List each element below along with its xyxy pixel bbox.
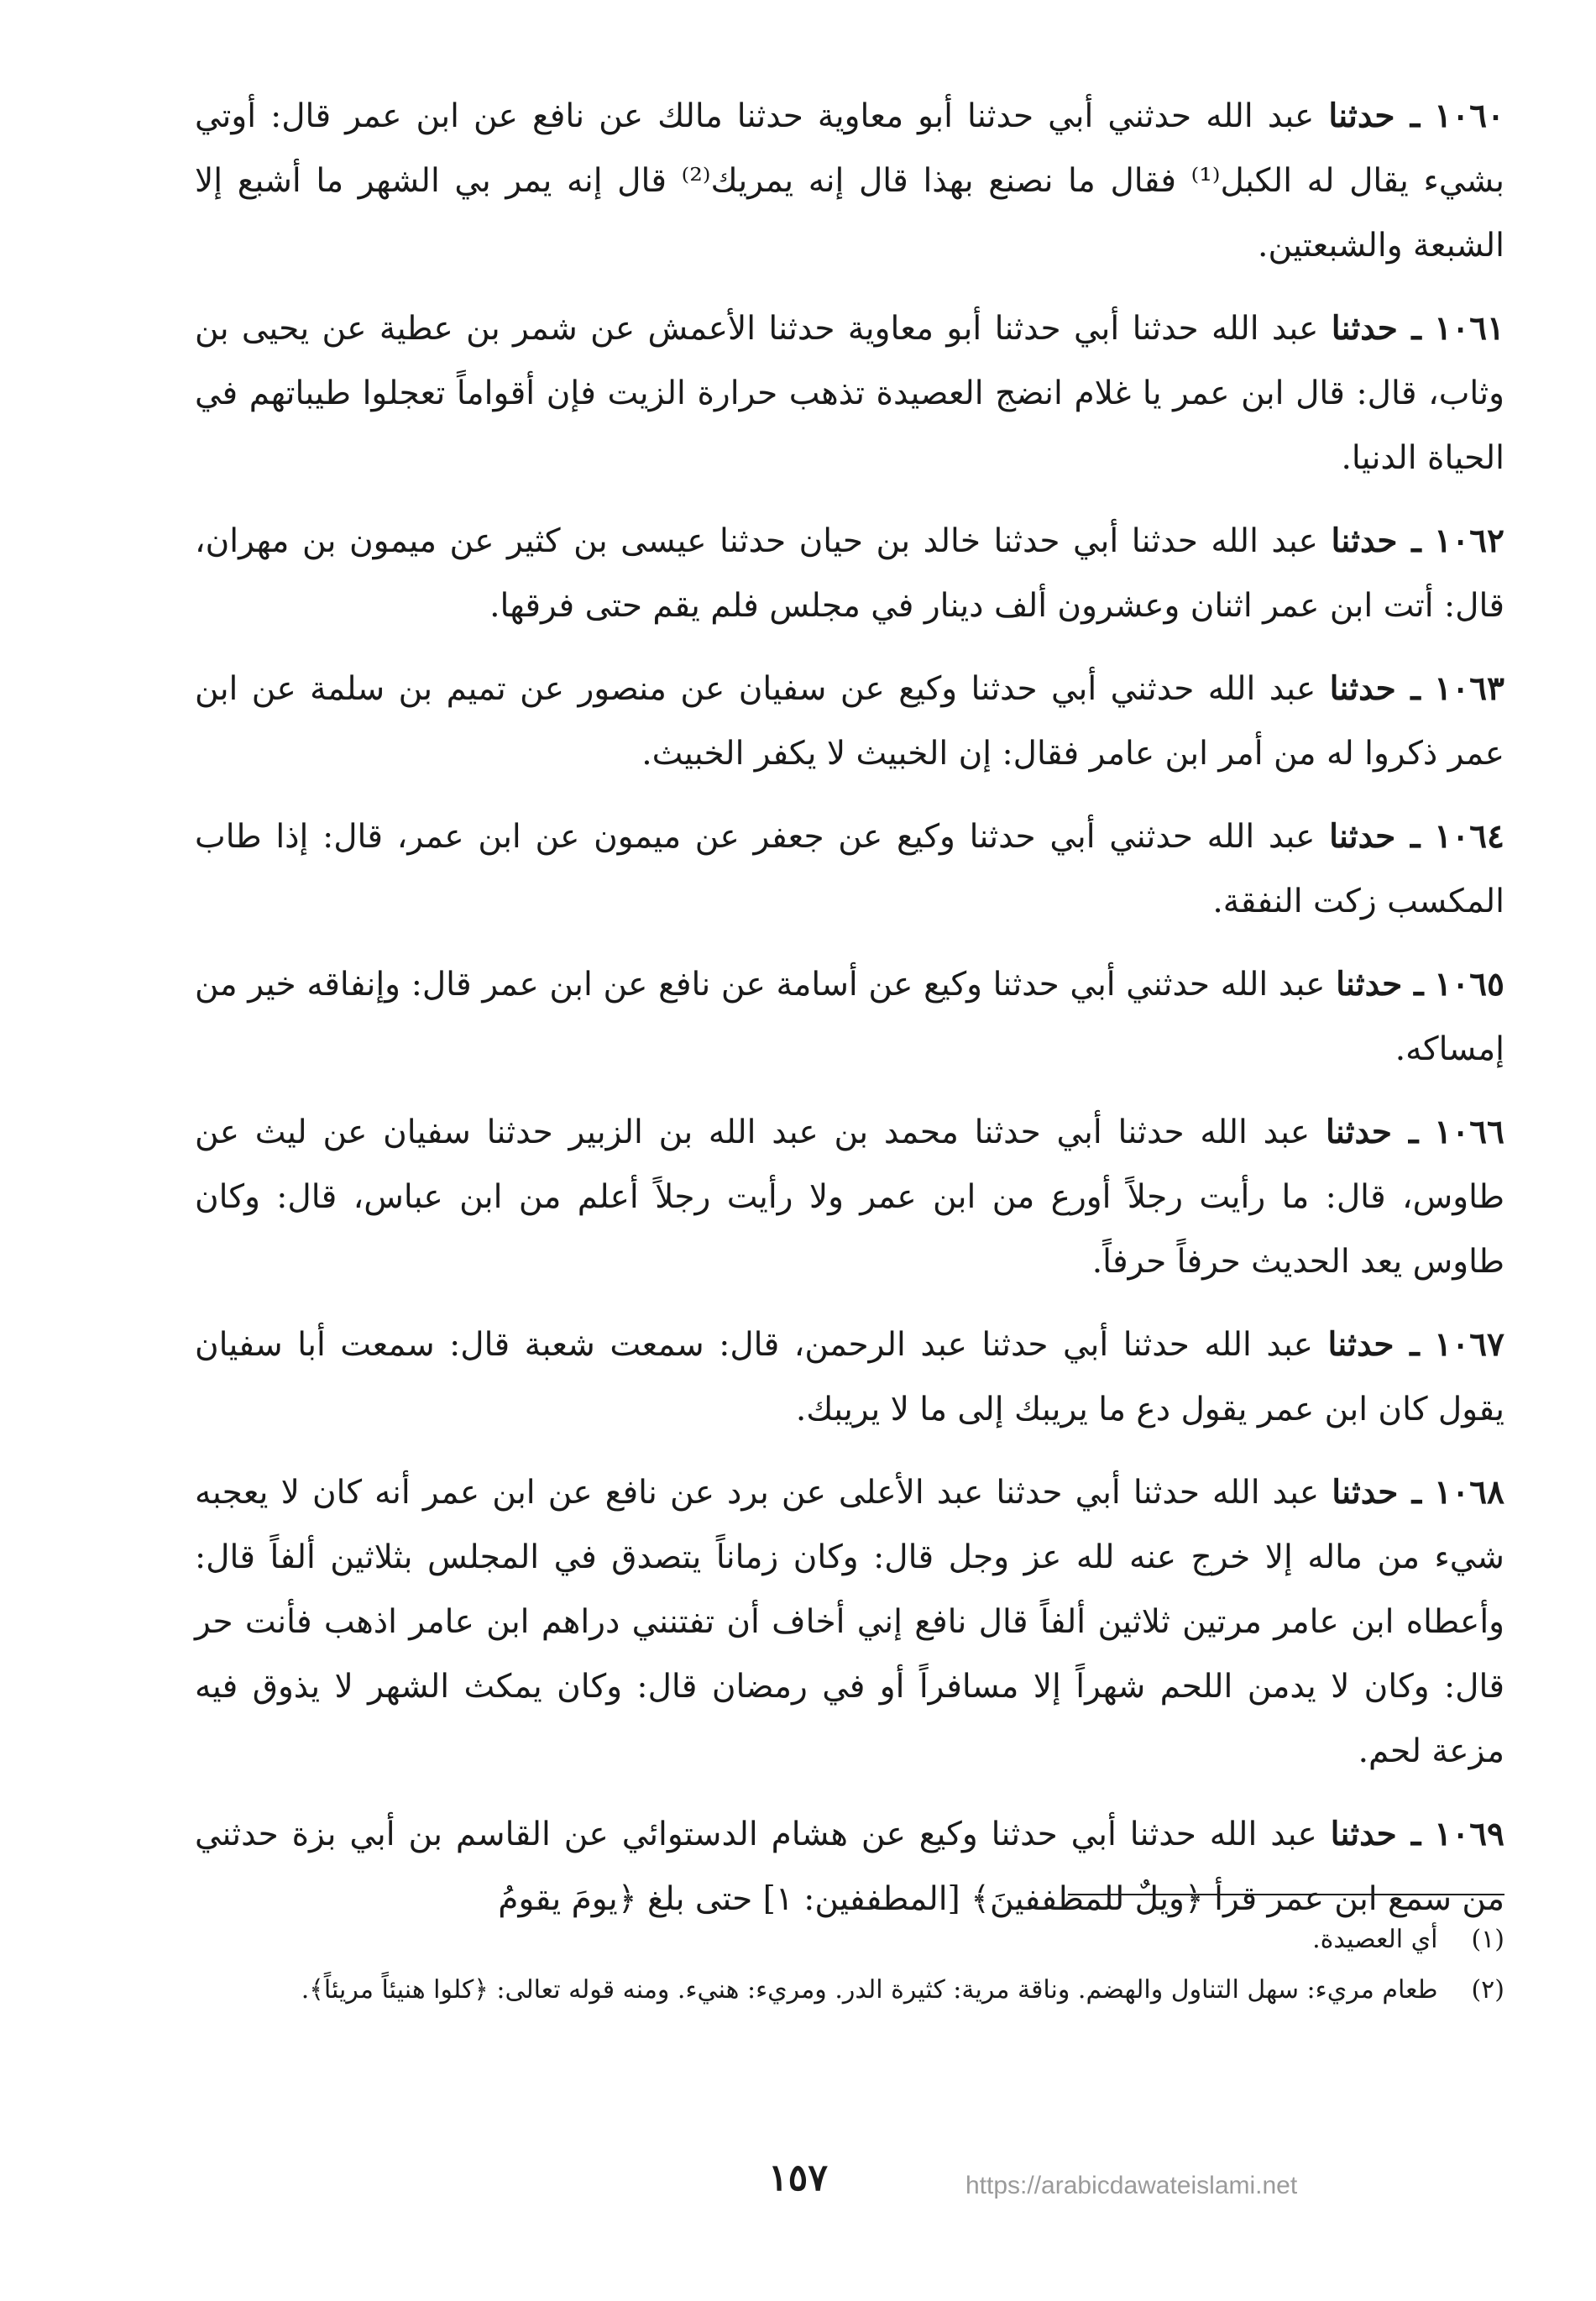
footnote-marker: (١) <box>1471 1925 1504 1954</box>
hadith-number: ١٠٦٩ <box>1434 1815 1504 1853</box>
hadith-number: ١٠٦٢ <box>1434 522 1504 560</box>
hadith-text: عبد الله حدثنا أبي حدثنا عبد الرحمن، قال: سمعت شعبة قال: سمعت أبا سفيان يقول كان ابن عمر يقول دع ما يريبك إلى ما لا يريبك. <box>195 1326 1504 1428</box>
hadith-keyword: حدثنا <box>1330 1815 1397 1853</box>
hadith-keyword: حدثنا <box>1328 97 1395 135</box>
hadith-number: ١٠٦٣ <box>1434 669 1504 708</box>
hadith-number: ١٠٦٤ <box>1434 817 1504 856</box>
footnote <box>195 1968 1504 2013</box>
hadith-paragraph: ١٠٦٨ ـ حدثنا عبد الله حدثنا أبي حدثنا عبد الأعلى عن برد عن نافع عن ابن عمر أنه كان لا يعجبه شيء من ماله إلا خرج عنه لله عز وجل قال: وكان زماناً يتصدق في المجلس بثلاثين ألفاً قال: وأعطاه ابن عامر مرتين ثلاثين ألفاً قال نافع إني أخاف أن تفتنني دراهم ابن عامر اذهب فأنت حر قال: وكان لا يدمن اللحم شهراً إلا مسافراً أو في رمضان قال: وكان يمكث الشهر لا يذوق فيه مزعة لحم. <box>195 1473 1504 1770</box>
hadith-number: ١٠٦٧ <box>1434 1325 1504 1364</box>
hadith-keyword: حدثنا <box>1329 669 1396 708</box>
page-number: ١٥٧ <box>768 2157 828 2199</box>
hadith-paragraph: ١٠٦٩ ـ حدثنا عبد الله حدثنا أبي حدثنا وكيع عن هشام الدستوائي عن القاسم بن أبي بزة حدثني من سمع ابن عمر قرأ ﴿ويلٌ للمطففينَ﴾ [المطففين: ١] حتى بلغ ﴿يومَ يقومُ <box>195 1815 1504 1918</box>
hadith-number: ١٠٦٥ <box>1434 965 1504 1004</box>
hadith-text: عبد الله حدثني أبي حدثنا وكيع عن جعفر عن ميمون عن ابن عمر، قال: إذا طاب المكسب زكت النفقة. <box>195 818 1504 920</box>
footnote <box>195 1917 1504 1963</box>
hadith-number: ١٠٦٨ <box>1434 1473 1504 1512</box>
footnotes <box>195 1894 1504 2018</box>
hadith-keyword: حدثنا <box>1332 1473 1399 1512</box>
watermark-url: https://arabicdawateislami.net <box>965 2172 1298 2199</box>
hadith-text: عبد الله حدثنا أبي حدثنا محمد بن عبد الله بن الزبير حدثنا سفيان عن ليث عن طاوس، قال: ما رأيت رجلاً أورع من ابن عمر ولا رأيت رجلاً أعلم من ابن عباس، قال: وكان طاوس يعد الحديث حرفاً حرفاً. <box>195 1114 1504 1281</box>
hadith-text: عبد الله حدثنا أبي حدثنا أبو معاوية حدثنا الأعمش عن شمر بن عطية عن يحيى بن وثاب، قال: قال ابن عمر يا غلام انضج العصيدة تذهب حرارة الزيت فإن أقواماً تعجلوا طيباتهم في الحياة الدنيا. <box>195 310 1504 477</box>
hadith-keyword: حدثنا <box>1331 522 1398 560</box>
hadith-number: ١٠٦١ <box>1434 309 1504 348</box>
hadith-paragraph: ١٠٦٧ ـ حدثنا عبد الله حدثنا أبي حدثنا عبد الرحمن، قال: سمعت شعبة قال: سمعت أبا سفيان يقول كان ابن عمر يقول دع ما يريبك إلى ما لا يريبك. <box>195 1325 1504 1428</box>
hadith-number: ١٠٦٠ <box>1434 97 1504 135</box>
hadith-keyword: حدثنا <box>1331 309 1398 348</box>
hadith-keyword: حدثنا <box>1325 1113 1393 1151</box>
footnote-marker: (٢) <box>1471 1975 1504 2005</box>
hadith-paragraph: ١٠٦٣ ـ حدثنا عبد الله حدثني أبي حدثنا وكيع عن سفيان عن منصور عن تميم بن سلمة عن ابن عمر ذكروا له من أمر ابن عامر فقال: إن الخبيث لا يكفر الخبيث. <box>195 669 1504 773</box>
hadith-keyword: حدثنا <box>1329 817 1396 856</box>
hadith-paragraph: ١٠٦٤ ـ حدثنا عبد الله حدثني أبي حدثنا وكيع عن جعفر عن ميمون عن ابن عمر، قال: إذا طاب المكسب زكت النفقة. <box>195 817 1504 920</box>
hadith-text: عبد الله حدثنا أبي حدثنا خالد بن حيان حدثنا عيسى بن كثير عن ميمون بن مهران، قال: أتت ابن عمر اثنان وعشرون ألف دينار في مجلس فلم يقم حتى فرقها. <box>195 522 1504 625</box>
hadith-text: عبد الله حدثني أبي حدثنا وكيع عن أسامة عن نافع عن ابن عمر قال: وإنفاقه خير من إمساكه. <box>195 966 1504 1068</box>
footnote-text: أي العصيدة. <box>1312 1925 1438 1954</box>
hadith-paragraph: ١٠٦٥ ـ حدثنا عبد الله حدثني أبي حدثنا وكيع عن أسامة عن نافع عن ابن عمر قال: وإنفاقه خير من إمساكه. <box>195 965 1504 1068</box>
hadith-text: عبد الله حدثنا أبي حدثنا عبد الأعلى عن برد عن نافع عن ابن عمر أنه كان لا يعجبه شيء من ماله إلا خرج عنه لله عز وجل قال: وكان زماناً يتصدق في المجلس بثلاثين ألفاً قال: وأعطاه ابن عامر مرتين ثلاثين ألفاً قال نافع إني أخاف أن تفتنني دراهم ابن عامر اذهب فأنت حر قال: وكان لا يدمن اللحم شهراً إلا مسافراً أو في رمضان قال: وكان يمكث الشهر لا يذوق فيه مزعة لحم. <box>195 1474 1504 1770</box>
footnote-text: طعام مريء: سهل التناول والهضم. وناقة مرية: كثيرة الدر. ومريء: هنيء. ومنه قوله تعالى: ﴿كلوا هنيئاً مريئاً﴾. <box>301 1975 1438 2005</box>
footnote-divider <box>1068 1894 1504 1895</box>
main-text <box>195 84 1504 1950</box>
hadith-text: عبد الله حدثني أبي حدثنا أبو معاوية حدثنا مالك عن نافع عن ابن عمر قال: أوتي بشيء يقال له الكبل⁽¹⁾ فقال ما نصنع بهذا قال إنه يمريك⁽²⁾ قال إنه يمر بي الشهر ما أشبع إلا الشبعة والشبعتين. <box>195 97 1504 265</box>
hadith-paragraph: ١٠٦٢ ـ حدثنا عبد الله حدثنا أبي حدثنا خالد بن حيان حدثنا عيسى بن كثير عن ميمون بن مهران، قال: أتت ابن عمر اثنان وعشرون ألف دينار في مجلس فلم يقم حتى فرقها. <box>195 522 1504 625</box>
hadith-number: ١٠٦٦ <box>1434 1113 1504 1151</box>
hadith-paragraph: ١٠٦٦ ـ حدثنا عبد الله حدثنا أبي حدثنا محمد بن عبد الله بن الزبير حدثنا سفيان عن ليث عن طاوس، قال: ما رأيت رجلاً أورع من ابن عمر ولا رأيت رجلاً أعلم من ابن عباس، قال: وكان طاوس يعد الحديث حرفاً حرفاً. <box>195 1113 1504 1281</box>
hadith-text: عبد الله حدثنا أبي حدثنا وكيع عن هشام الدستوائي عن القاسم بن أبي بزة حدثني من سمع ابن عمر قرأ ﴿ويلٌ للمطففينَ﴾ [المطففين: ١] حتى بلغ ﴿يومَ يقومُ <box>195 1816 1504 1918</box>
hadith-keyword: حدثنا <box>1327 1325 1395 1364</box>
hadith-keyword: حدثنا <box>1336 965 1403 1004</box>
hadith-text: عبد الله حدثني أبي حدثنا وكيع عن سفيان عن منصور عن تميم بن سلمة عن ابن عمر ذكروا له من أمر ابن عامر فقال: إن الخبيث لا يكفر الخبيث. <box>195 670 1504 773</box>
hadith-paragraph: ١٠٦٠ ـ حدثنا عبد الله حدثني أبي حدثنا أبو معاوية حدثنا مالك عن نافع عن ابن عمر قال: أوتي بشيء يقال له الكبل⁽¹⁾ فقال ما نصنع بهذا قال إنه يمريك⁽²⁾ قال إنه يمر بي الشهر ما أشبع إلا الشبعة والشبعتين. <box>195 97 1504 265</box>
hadith-paragraph: ١٠٦١ ـ حدثنا عبد الله حدثنا أبي حدثنا أبو معاوية حدثنا الأعمش عن شمر بن عطية عن يحيى بن وثاب، قال: قال ابن عمر يا غلام انضج العصيدة تذهب حرارة الزيت فإن أقواماً تعجلوا طيباتهم في الحياة الدنيا. <box>195 309 1504 477</box>
